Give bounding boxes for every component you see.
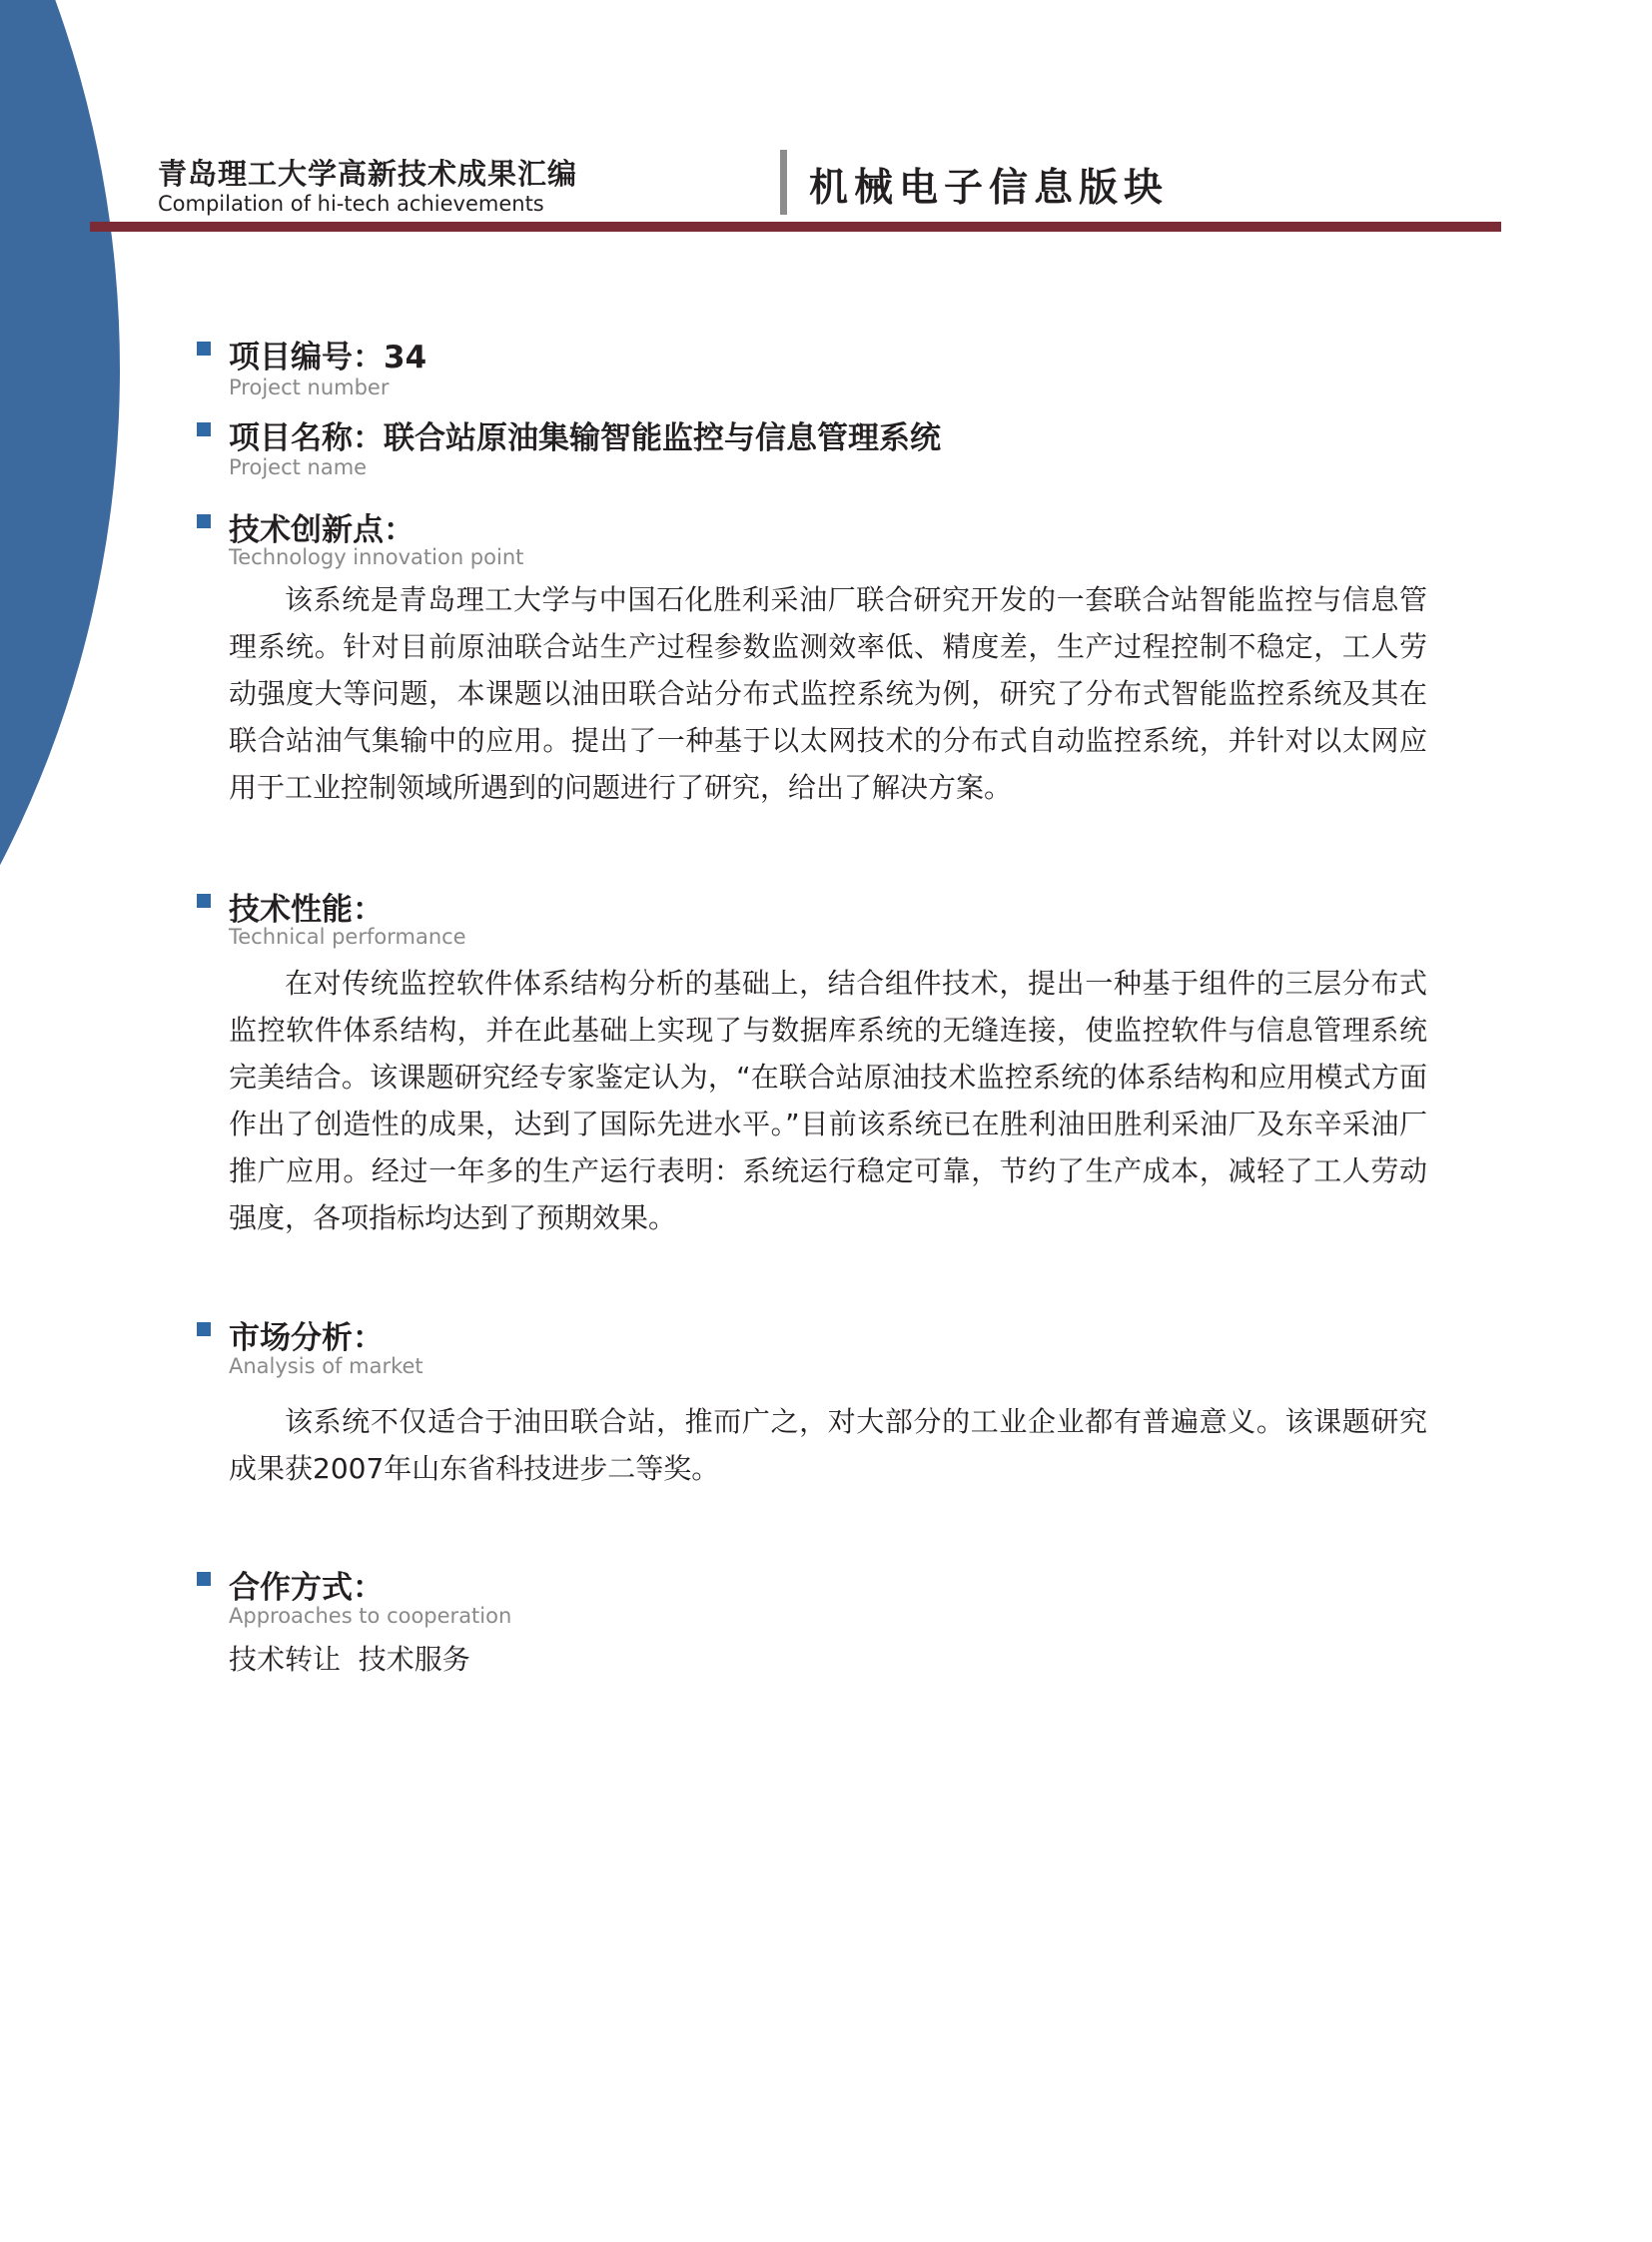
innovation-text: 该系统是青岛理工大学与中国石化胜利采油厂联合研究开发的一套联合站智能监控与信息管理系统。针对目前原油联合站生产过程参数监测效率低、精度差，生产过程控制不稳定，工人劳动强度大等问题，本课题以油田联合站分布式监控系统为例，研究了分布式智能监控系统及其在联合站油气集输中的应用。提出了一种基于以太网技术的分布式自动监控系统，并针对以太网应用于工业控制领域所遇到的问题进行了研究，给出了解决方案。: [229, 583, 1427, 804]
header-title: 青岛理工大学高新技术成果汇编: [158, 157, 578, 191]
header-rule: [90, 222, 1501, 232]
project-number-label-en: Project number: [229, 375, 390, 399]
innovation-label: 技术创新点：: [229, 512, 414, 548]
bullet-square-icon: [197, 422, 211, 436]
project-number-label: 项目编号：34: [229, 340, 427, 375]
bullet-square-icon: [197, 1322, 211, 1336]
bullet-square-icon: [197, 894, 211, 908]
side-decoration: [0, 0, 120, 1378]
section-title: 机械电子信息版块: [809, 165, 1170, 211]
project-name-label-en: Project name: [229, 455, 368, 479]
bullet-square-icon: [197, 514, 211, 528]
cooperation-text: 技术转让 技术服务: [229, 1643, 470, 1676]
performance-label-en: Technical performance: [229, 925, 466, 949]
cooperation-label: 合作方式：: [229, 1570, 384, 1606]
header-divider: [780, 150, 787, 215]
innovation-label-en: Technology innovation point: [229, 545, 524, 569]
performance-text: 在对传统监控软件体系结构分析的基础上，结合组件技术，提出一种基于组件的三层分布式监控软件体系结构，并在此基础上实现了与数据库系统的无缝连接，使监控软件与信息管理系统完美结合。该课题研究经专家鉴定认为，“在联合站原油技术监控系统的体系结构和应用模式方面作出了创造性的成果，达到了国际先进水平。”目前该系统已在胜利油田胜利采油厂及东辛采油厂推广应用。经过一年多的生产运行表明：系统运行稳定可靠，节约了生产成本，减轻了工人劳动强度，各项指标均达到了预期效果。: [229, 967, 1427, 1234]
market-text: 该系统不仅适合于油田联合站，推而广之，对大部分的工业企业都有普遍意义。该课题研究成果获2007年山东省科技进步二等奖。: [229, 1405, 1427, 1485]
project-name-value: 联合站原油集输智能监控与信息管理系统: [384, 420, 941, 456]
cooperation-label-en: Approaches to cooperation: [229, 1604, 512, 1628]
bullet-square-icon: [197, 1572, 211, 1586]
performance-label: 技术性能：: [229, 892, 384, 928]
market-label: 市场分析：: [229, 1320, 384, 1356]
project-number-value: 34: [384, 340, 427, 375]
project-name-label: 项目名称：联合站原油集输智能监控与信息管理系统: [229, 420, 941, 456]
market-label-en: Analysis of market: [229, 1354, 423, 1378]
bullet-square-icon: [197, 342, 211, 356]
header-subtitle: Compilation of hi-tech achievements: [158, 192, 544, 216]
